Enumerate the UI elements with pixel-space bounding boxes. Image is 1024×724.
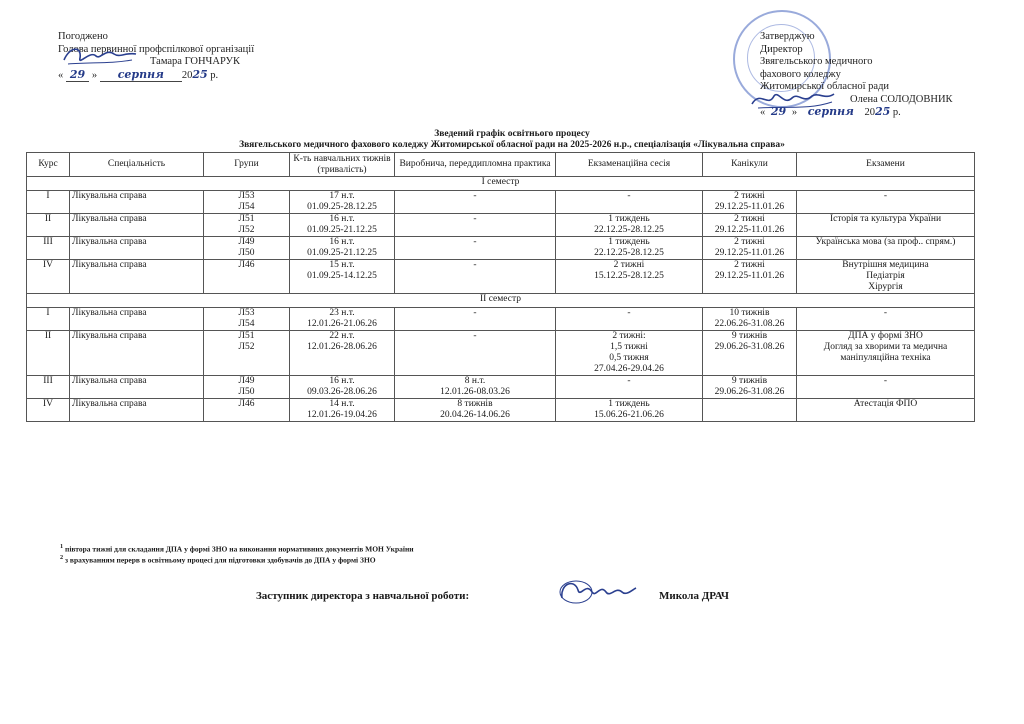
cell-weeks-line: 01.09.25-28.12.25 [307, 202, 377, 212]
cell-practice [395, 260, 556, 294]
cell-session-line: 2 тижні: [612, 331, 646, 341]
cell-course: II [27, 331, 70, 376]
cell-weeks-line: 15 н.т. [329, 260, 355, 270]
cell-weeks-line: 01.09.25-21.12.25 [307, 225, 377, 235]
footnote-2 [60, 553, 376, 566]
cell-groups-line: Л50 [238, 248, 255, 258]
cell-exams-line: Догляд за хворими та медична [823, 342, 948, 352]
cell-vacation-line: 9 тижнів [731, 331, 768, 341]
cell-specialty: Лікувальна справа [70, 399, 204, 422]
cell-groups-line: Л53 [238, 308, 255, 318]
footnote-1-text: півтора тижні для складання ДПА у формі ЗНО на виконання нормативних документів МОН України [65, 544, 414, 554]
cell-vacation [703, 331, 797, 376]
cell-practice [395, 376, 556, 399]
cell-specialty: Лікувальна справа [70, 237, 204, 260]
cell-exams-line: ДПА у формі ЗНО [848, 331, 923, 341]
cell-practice-line: - [473, 214, 477, 224]
cell-weeks-line: 23 н.т. [329, 308, 355, 318]
footnote-1-mark: 1 [60, 543, 64, 550]
cell-session [556, 260, 703, 294]
cell-vacation-line: 29.12.25-11.01.26 [714, 271, 785, 281]
cell-session-line: 2 тижні [613, 260, 645, 270]
cell-session-line: 1 тиждень [608, 399, 650, 409]
date-mid: » [91, 69, 98, 81]
cell-session-line: 22.12.25-28.12.25 [594, 248, 664, 258]
cell-groups [204, 399, 290, 422]
cell-specialty: Лікувальна справа [70, 376, 204, 399]
cell-vacation [703, 308, 797, 331]
cell-exams-line: Історія та культура України [829, 214, 942, 224]
cell-groups [204, 331, 290, 376]
cell-vacation [703, 237, 797, 260]
cell-groups [204, 308, 290, 331]
cell-exams [797, 260, 975, 294]
cell-practice-line: - [473, 237, 477, 247]
cell-weeks [290, 191, 395, 214]
date-year-prefix: 20 [181, 69, 193, 81]
cell-exams-line: Хірургія [868, 282, 903, 292]
cell-exams [797, 191, 975, 214]
cell-groups [204, 191, 290, 214]
semester-label: ІІ семестр [27, 294, 975, 308]
cell-exams [797, 331, 975, 376]
cell-exams-line: Внутрішня медицина [842, 260, 929, 270]
cell-practice-line: 8 н.т. [464, 376, 486, 386]
col-header-session: Екзаменаційна сесія [556, 153, 703, 177]
date-open: « [58, 69, 64, 81]
cell-practice [395, 331, 556, 376]
cell-weeks [290, 237, 395, 260]
cell-vacation-line: 9 тижнів [731, 376, 768, 386]
cell-groups-line: Л49 [238, 376, 255, 386]
approval-right-org2: фахового коледжу [760, 68, 841, 80]
semester-row [27, 294, 975, 308]
cell-weeks-line: 12.01.26-19.04.26 [307, 410, 377, 420]
cell-exams-line: - [883, 191, 888, 201]
cell-specialty: Лікувальна справа [70, 260, 204, 294]
approval-left-label: Погоджено [58, 31, 108, 42]
cell-weeks [290, 308, 395, 331]
deputy-role: Заступник директора з навчальної роботи: [256, 590, 470, 602]
cell-practice [395, 237, 556, 260]
cell-practice [395, 399, 556, 422]
signature-right-image [748, 88, 838, 114]
date-mid: » [791, 107, 798, 118]
cell-vacation [703, 260, 797, 294]
cell-groups [204, 260, 290, 294]
cell-groups [204, 237, 290, 260]
cell-course: IV [27, 260, 70, 294]
approval-left-date [58, 69, 254, 83]
cell-exams-line: - [883, 308, 888, 318]
cell-practice [395, 308, 556, 331]
cell-specialty: Лікувальна справа [70, 331, 204, 376]
cell-practice-line: - [473, 331, 477, 341]
cell-exams [797, 399, 975, 422]
table-row [27, 399, 975, 422]
footnote-2-text: з врахуванням перерв в освітньому процесі для підготовки здобувачів до ДПА у формі ЗНО [65, 555, 376, 565]
col-header-weeks: К-ть навчальних тижнів (тривалість) [290, 153, 395, 177]
cell-weeks-line: 16 н.т. [329, 214, 355, 224]
schedule-table [26, 152, 975, 422]
cell-session-line: - [627, 308, 631, 318]
table-row [27, 237, 975, 260]
approval-left-position: Голова первинної профспілкової організації [58, 43, 255, 55]
cell-groups-line: Л54 [238, 202, 255, 212]
cell-exams-line: - [883, 376, 888, 386]
cell-exams [797, 376, 975, 399]
cell-vacation [703, 214, 797, 237]
cell-weeks [290, 376, 395, 399]
cell-weeks [290, 214, 395, 237]
col-header-groups: Групи [204, 153, 290, 177]
cell-weeks [290, 331, 395, 376]
signature-deputy-image [556, 576, 640, 606]
cell-weeks-line: 01.09.25-14.12.25 [307, 271, 377, 281]
cell-groups-line: Л52 [238, 342, 255, 352]
table-header-row [27, 153, 975, 177]
cell-vacation-line: 29.12.25-11.01.26 [714, 248, 785, 258]
cell-groups-line: Л52 [238, 225, 255, 235]
approval-right-name-text: Олена СОЛОДОВНИК [850, 93, 953, 105]
cell-vacation [703, 191, 797, 214]
cell-session [556, 399, 703, 422]
cell-session-line: 22.12.25-28.12.25 [594, 225, 664, 235]
cell-session-line: - [627, 191, 631, 201]
cell-session [556, 376, 703, 399]
cell-session-line: 15.12.25-28.12.25 [594, 271, 664, 281]
cell-groups-line: Л50 [238, 387, 255, 397]
col-header-practice: Виробнича, переддипломна практика [395, 153, 556, 177]
cell-course: III [27, 237, 70, 260]
date-suffix: р. [892, 107, 901, 118]
cell-practice-line: - [473, 308, 477, 318]
cell-specialty: Лікувальна справа [70, 308, 204, 331]
table-row [27, 376, 975, 399]
cell-practice-line: 12.01.26-08.03.26 [440, 387, 510, 397]
semester-label: І семестр [27, 177, 975, 191]
cell-groups-line: Л46 [238, 260, 255, 270]
cell-session-line: 27.04.26-29.04.26 [594, 364, 664, 374]
footnote-2-mark: 2 [60, 554, 64, 561]
cell-session-line: 0,5 тижня [609, 353, 649, 363]
cell-practice-line: 8 тижнів [457, 399, 493, 409]
table-row [27, 260, 975, 294]
cell-exams [797, 214, 975, 237]
cell-groups-line: Л54 [238, 319, 255, 329]
cell-exams-line: маніпуляційна техніка [840, 353, 931, 363]
cell-vacation-line: 2 тижні [734, 191, 765, 201]
doc-title-line1: Зведений графік освітнього процесу [434, 129, 590, 139]
col-header-specialty: Спеціальність [70, 153, 204, 177]
cell-vacation-line: 29.06.26-31.08.26 [714, 387, 785, 397]
cell-weeks-line: 22 н.т. [329, 331, 355, 341]
cell-groups [204, 214, 290, 237]
cell-vacation-line: 2 тижні [734, 214, 765, 224]
date-open: « [760, 107, 766, 118]
cell-weeks-line: 14 н.т. [329, 399, 355, 409]
cell-exams-line: Педіатрія [866, 271, 905, 281]
cell-vacation-line: 10 тижнів [729, 308, 770, 318]
cell-specialty: Лікувальна справа [70, 191, 204, 214]
date-year: 25 [192, 67, 208, 81]
cell-session-line: 1 тиждень [608, 214, 650, 224]
cell-vacation-line: 22.06.26-31.08.26 [714, 319, 785, 329]
cell-weeks-line: 09.03.26-28.06.26 [307, 387, 377, 397]
cell-session [556, 308, 703, 331]
cell-weeks [290, 399, 395, 422]
cell-groups [204, 376, 290, 399]
cell-session-line: - [627, 376, 631, 386]
date-year-prefix: 20 [864, 107, 875, 118]
cell-session [556, 191, 703, 214]
cell-session [556, 237, 703, 260]
col-header-course: Курс [27, 153, 70, 177]
cell-exams-line: Українська мова (за проф.. спрям.) [815, 237, 956, 247]
cell-course: I [27, 191, 70, 214]
approval-left-name-text: Тамара ГОНЧАРУК [150, 56, 240, 67]
cell-weeks-line: 12.01.26-28.06.26 [307, 342, 377, 352]
cell-groups-line: Л51 [238, 214, 255, 224]
semester-row [27, 177, 975, 191]
cell-session-line: 15.06.26-21.06.26 [594, 410, 664, 420]
cell-specialty: Лікувальна справа [70, 214, 204, 237]
cell-course: II [27, 214, 70, 237]
cell-practice-line: 20.04.26-14.06.26 [440, 410, 510, 420]
deputy-name: Микола ДРАЧ [659, 590, 729, 602]
date-month: серпня [807, 105, 854, 118]
approval-right-label: Затверджую [760, 31, 815, 42]
date-month: серпня [100, 68, 182, 82]
cell-weeks-line: 16 н.т. [329, 376, 355, 386]
cell-groups-line: Л49 [238, 237, 255, 247]
cell-weeks-line: 16 н.т. [329, 237, 355, 247]
cell-weeks-line: 17 н.т. [329, 191, 355, 201]
table-row [27, 214, 975, 237]
cell-vacation-line: 29.12.25-11.01.26 [714, 225, 785, 235]
table-row [27, 331, 975, 376]
date-year: 25 [874, 105, 891, 118]
cell-vacation-line: 2 тижні [734, 260, 765, 270]
cell-practice-line: - [473, 260, 477, 270]
cell-exams-line: Атестація ФПО [853, 399, 918, 409]
cell-session [556, 214, 703, 237]
col-header-exams: Екзамени [797, 153, 975, 177]
cell-course: IV [27, 399, 70, 422]
cell-course: I [27, 308, 70, 331]
approval-right-position: Директор [760, 43, 803, 55]
cell-weeks [290, 260, 395, 294]
doc-title-line2: Звягельського медичного фахового коледжу Житомирської обласної ради на 2025-2026 н.р., спеціалізація «Лікувальна справа» [239, 140, 785, 150]
cell-vacation-line: 29.06.26-31.08.26 [714, 342, 785, 352]
table-body [27, 177, 975, 422]
cell-practice-line: - [473, 191, 477, 201]
cell-weeks-line: 01.09.25-21.12.25 [307, 248, 377, 258]
table-row [27, 308, 975, 331]
cell-vacation [703, 399, 797, 422]
date-day: 29 [770, 105, 787, 118]
cell-practice [395, 191, 556, 214]
date-day: 29 [66, 68, 89, 82]
cell-session-line: 1 тиждень [608, 237, 650, 247]
table-row [27, 191, 975, 214]
signature-left-image [60, 42, 140, 70]
cell-groups-line: Л51 [238, 331, 255, 341]
approval-right-org1: Звягельського медичного [760, 56, 873, 67]
cell-weeks-line: 12.01.26-21.06.26 [307, 319, 377, 329]
cell-vacation-line: 29.12.25-11.01.26 [714, 202, 785, 212]
cell-practice [395, 214, 556, 237]
cell-groups-line: Л46 [238, 399, 255, 409]
cell-exams [797, 308, 975, 331]
cell-groups-line: Л53 [238, 191, 255, 201]
col-header-vacation: Канікули [703, 153, 797, 177]
cell-vacation [703, 376, 797, 399]
cell-session-line: 1,5 тижні [610, 342, 648, 352]
date-suffix: р. [210, 69, 219, 81]
cell-vacation-line: 2 тижні [734, 237, 765, 247]
approval-right-org3: Житомирської обласної ради [760, 81, 890, 92]
cell-course: III [27, 376, 70, 399]
cell-session [556, 331, 703, 376]
cell-exams [797, 237, 975, 260]
